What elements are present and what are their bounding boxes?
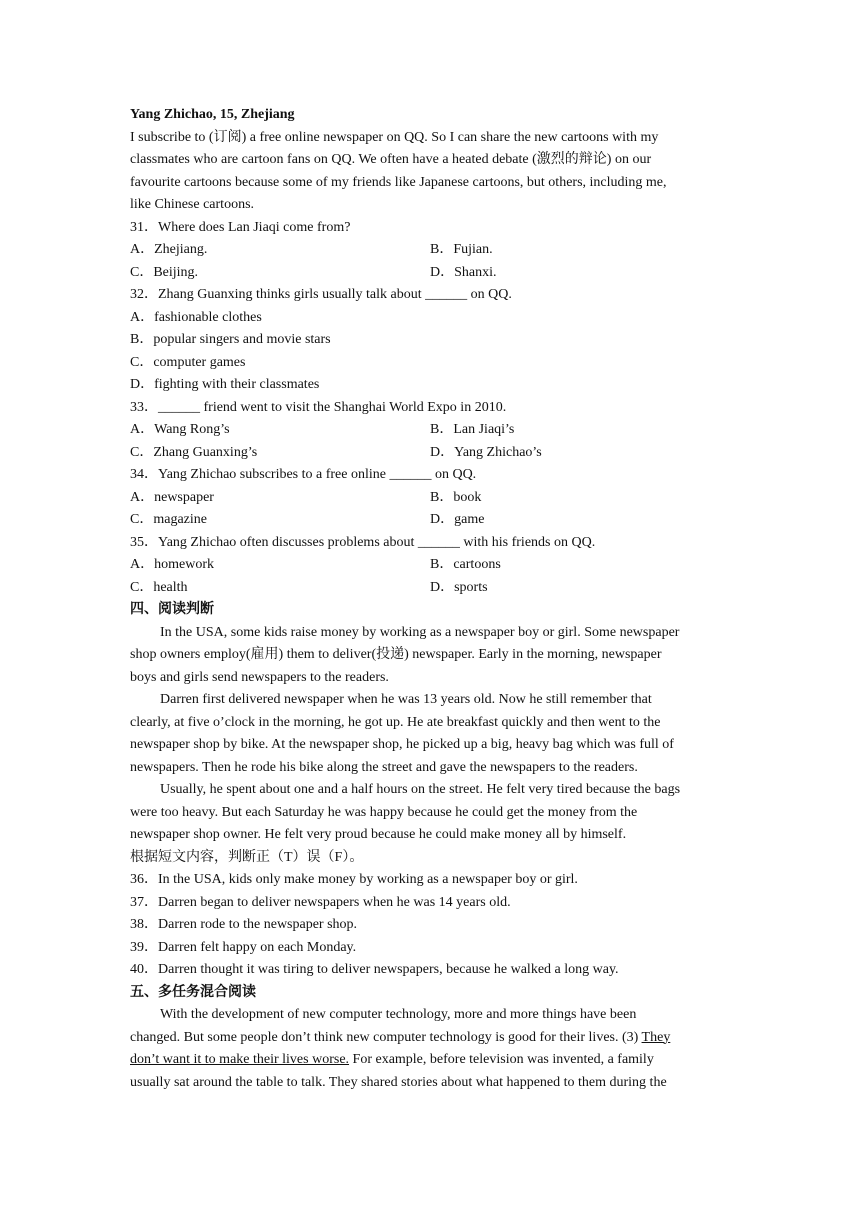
text-segment: For example, before television was invented, a family <box>349 1052 654 1067</box>
option-c: C．health <box>130 579 188 595</box>
reading-passage <box>130 1004 730 1094</box>
question-32 <box>130 284 730 397</box>
option-d: D．sports <box>430 579 488 595</box>
option-c: C．computer games <box>130 354 246 370</box>
option-a: A．newspaper <box>130 489 214 505</box>
document-page <box>130 104 730 1094</box>
option-a: A．Wang Rong’s <box>130 422 230 437</box>
text-line: like Chinese cartoons. <box>130 197 255 212</box>
text-line: shop owners employ(雇用) them to deliver(投递) newspaper. Early in the morning, newspaper <box>130 647 662 662</box>
option-d: D．Shanxi. <box>430 264 497 280</box>
question-stem: 34．Yang Zhichao subscribes to a free online ______ on QQ. <box>130 467 477 482</box>
statement-38: 38．Darren rode to the newspaper shop. <box>130 917 358 932</box>
text-line: Darren first delivered newspaper when he was 13 years old. Now he still remember that <box>160 692 652 707</box>
text-line: classmates who are cartoon fans on QQ. We often have a heated debate (激烈的辩论) on our <box>130 152 652 167</box>
question-35 <box>130 532 730 600</box>
intro-paragraph <box>130 127 730 217</box>
text-line: usually sat around the table to talk. They shared stories about what happened to them during the <box>130 1074 667 1090</box>
text-line: With the development of new computer technology, more and more things have been <box>160 1007 637 1022</box>
option-c: C．Zhang Guanxing’s <box>130 444 258 460</box>
section-heading: 五、多任务混合阅读 <box>130 984 256 1000</box>
text-line: newspaper shop by bike. At the newspaper shop, he picked up a big, heavy bag which was full of <box>130 737 674 752</box>
text-line: were too heavy. But each Saturday he was happy because he could get the money from the <box>130 804 638 820</box>
reading-passage <box>130 622 730 847</box>
text-line: newspaper shop owner. He felt very proud because he could make money all by himself. <box>130 827 627 842</box>
question-stem: 31．Where does Lan Jiaqi come from? <box>130 219 351 235</box>
option-c: C．magazine <box>130 512 207 527</box>
text-line: Usually, he spent about one and a half hours on the street. He felt very tired because the bags <box>160 782 681 797</box>
option-b: B．Fujian. <box>430 242 493 257</box>
underlined-sentence: don’t want it to make their lives worse. <box>130 1052 350 1067</box>
statement-39: 39．Darren felt happy on each Monday. <box>130 939 357 955</box>
text-line: newspapers. Then he rode his bike along the street and gave the newspapers to the readers. <box>130 759 638 775</box>
option-a: A．fashionable clothes <box>130 309 262 325</box>
text-line: clearly, at five o’clock in the morning, he got up. He ate breakfast quickly and then went to the <box>130 714 661 730</box>
text-segment: changed. But some people don’t think new computer technology is good for their lives. (3) <box>130 1029 642 1045</box>
underlined-sentence: They <box>641 1029 671 1045</box>
text-line <box>130 1049 730 1072</box>
text-line <box>130 1027 730 1050</box>
question-stem: 35．Yang Zhichao often discusses problems about ______ with his friends on QQ. <box>130 534 596 550</box>
option-a: A．homework <box>130 557 214 572</box>
question-31 <box>130 217 730 285</box>
option-b: B．book <box>430 489 482 505</box>
statement-36: 36．In the USA, kids only make money by working as a newspaper boy or girl. <box>130 872 578 887</box>
option-d: D．fighting with their classmates <box>130 377 320 392</box>
question-34 <box>130 464 730 532</box>
statement-37: 37．Darren began to deliver newspapers when he was 14 years old. <box>130 894 511 910</box>
option-c: C．Beijing. <box>130 264 199 280</box>
option-d: D．Yang Zhichao’s <box>430 444 542 460</box>
option-d: D．game <box>430 512 485 527</box>
text-line: In the USA, some kids raise money by working as a newspaper boy or girl. Some newspaper <box>160 624 680 640</box>
option-b: B．Lan Jiaqi’s <box>430 422 515 437</box>
text-line: favourite cartoons because some of my friends like Japanese cartoons, but others, including me, <box>130 174 667 190</box>
option-b: B．cartoons <box>430 557 501 572</box>
option-a: A．Zhejiang. <box>130 242 208 257</box>
question-stem: 32．Zhang Guanxing thinks girls usually talk about ______ on QQ. <box>130 287 512 302</box>
option-b: B．popular singers and movie stars <box>130 332 331 347</box>
question-33 <box>130 397 730 465</box>
text-line: boys and girls send newspapers to the readers. <box>130 669 389 685</box>
author-heading: Yang Zhichao, 15, Zhejiang <box>130 107 295 122</box>
text-line: I subscribe to (订阅) a free online newspaper on QQ. So I can share the new cartoons with my <box>130 129 659 145</box>
instruction-text: 根据短文内容，判断正（T）误（F）。 <box>130 849 364 865</box>
statement-40: 40．Darren thought it was tiring to deliver newspapers, because he walked a long way. <box>130 962 619 977</box>
section-heading: 四、阅读判断 <box>130 602 214 617</box>
question-stem: 33．______ friend went to visit the Shanghai World Expo in 2010. <box>130 399 507 415</box>
